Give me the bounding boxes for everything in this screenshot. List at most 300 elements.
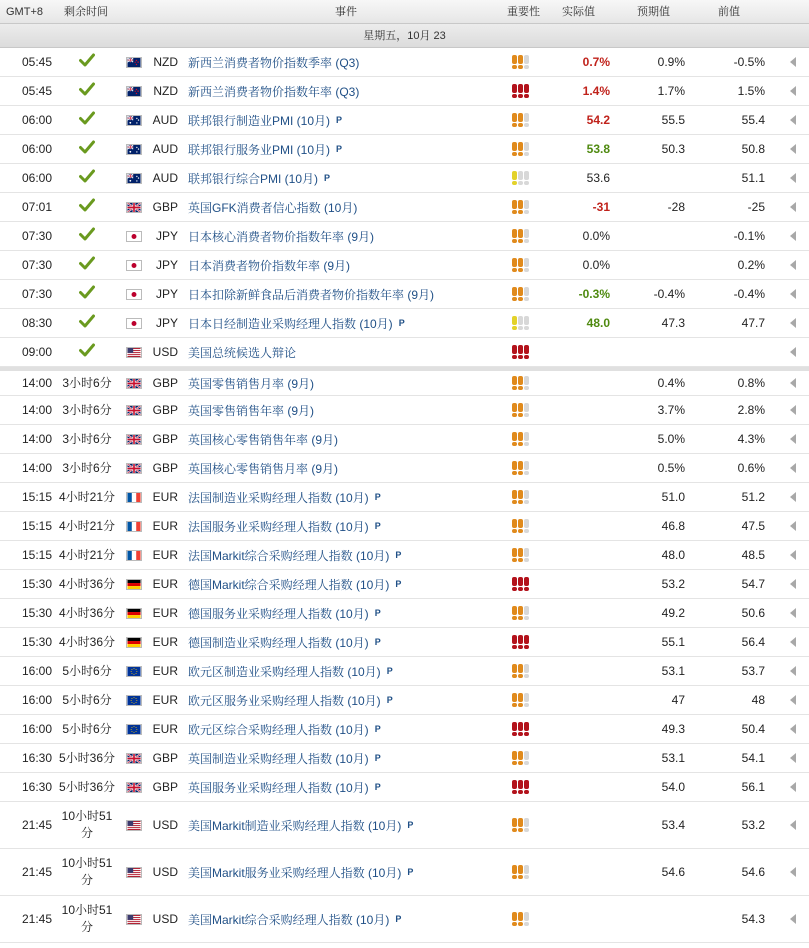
exclamation-icon: [512, 316, 517, 330]
actual-value: [540, 483, 610, 511]
table-row[interactable]: [0, 425, 809, 454]
exclamation-icon: [524, 200, 529, 214]
exclamation-icon: [524, 722, 529, 736]
event-name-link[interactable]: [188, 338, 506, 366]
importance-icon: [512, 142, 529, 156]
event-name-link[interactable]: [188, 280, 506, 308]
currency-code: NZD: [153, 84, 178, 98]
exclamation-icon: [518, 548, 523, 562]
importance-level-2: [512, 371, 534, 395]
expand-arrow-icon[interactable]: [788, 425, 798, 453]
importance-level-2: [512, 48, 534, 76]
event-title[interactable]: 英国制造业采购经理人指数 (10月): [188, 751, 369, 766]
expand-arrow-icon[interactable]: [788, 686, 798, 714]
check-icon: [79, 140, 95, 159]
exclamation-icon: [512, 664, 517, 678]
actual-value: [540, 686, 610, 714]
expand-arrow-icon[interactable]: [788, 849, 798, 895]
exclamation-icon: [518, 258, 523, 272]
remaining-time: 3小时6分: [62, 431, 112, 446]
currency-code: NZD: [153, 55, 178, 69]
event-title[interactable]: 英国服务业采购经理人指数 (10月): [188, 780, 369, 795]
table-row[interactable]: [0, 512, 809, 541]
table-row[interactable]: [0, 483, 809, 512]
event-name-link[interactable]: [188, 48, 506, 76]
table-row[interactable]: [0, 849, 809, 896]
event-title[interactable]: 联邦银行制造业PMI (10月): [188, 113, 331, 128]
expand-arrow-icon[interactable]: [788, 280, 798, 308]
event-title[interactable]: 法国制造业采购经理人指数 (10月): [188, 490, 369, 505]
event-title[interactable]: 英国核心零售销售年率 (9月): [188, 432, 339, 447]
flag-fr-icon: [126, 541, 142, 569]
event-name-link[interactable]: [188, 164, 506, 192]
importance-level-3: [512, 570, 534, 598]
previous-value: 1.5%: [737, 84, 765, 98]
event-name-link[interactable]: [188, 773, 506, 801]
forecast-value: 49.3: [661, 722, 685, 736]
triangle-left-icon: [790, 260, 796, 270]
previous-value: 53.2: [741, 818, 765, 832]
triangle-left-icon: [790, 492, 796, 502]
event-title[interactable]: 日本扣除新鲜食品后消费者物价指数年率 (9月): [188, 287, 435, 302]
event-name-link[interactable]: [188, 512, 506, 540]
exclamation-icon: [518, 403, 523, 417]
remaining-time: 5小时6分: [62, 663, 112, 678]
previous-value: 50.8: [741, 142, 765, 156]
event-title[interactable]: 新西兰消费者物价指数年率 (Q3): [188, 84, 360, 99]
forecast-value: [612, 896, 685, 942]
flag-gb-icon: [126, 744, 142, 772]
header-forecast: 预期值: [637, 6, 670, 18]
event-time: 15:15: [21, 519, 52, 533]
currency-code: GBP: [152, 403, 178, 417]
exclamation-icon: [518, 722, 523, 736]
expand-arrow-icon[interactable]: [788, 541, 798, 569]
currency-code: JPY: [155, 316, 178, 330]
event-title[interactable]: 美国总统候选人辩论: [188, 345, 297, 360]
event-name-link[interactable]: [188, 599, 506, 627]
currency-code: EUR: [152, 519, 178, 533]
triangle-left-icon: [790, 231, 796, 241]
forecast-value: 3.7%: [657, 403, 685, 417]
event-title[interactable]: 美国Markit制造业采购经理人指数 (10月): [188, 818, 402, 833]
event-name-link[interactable]: [188, 222, 506, 250]
expand-arrow-icon[interactable]: [788, 744, 798, 772]
flag-gb-icon: [126, 396, 142, 424]
preliminary-badge: P: [386, 666, 393, 676]
exclamation-icon: [524, 55, 529, 69]
actual-value: [540, 338, 610, 366]
actual-value: 53.6: [586, 171, 610, 185]
previous-value: 51.1: [741, 171, 765, 185]
expand-arrow-icon[interactable]: [788, 396, 798, 424]
remaining-time: 4小时36分: [58, 605, 116, 620]
actual-value: [540, 512, 610, 540]
actual-value: [540, 396, 610, 424]
event-time: 14:00: [21, 461, 52, 475]
triangle-left-icon: [790, 347, 796, 357]
preliminary-badge: P: [407, 820, 414, 830]
expand-arrow-icon[interactable]: [788, 570, 798, 598]
expand-arrow-icon[interactable]: [788, 48, 798, 76]
event-title[interactable]: 联邦银行综合PMI (10月): [188, 171, 319, 186]
importance-level-2: [512, 454, 534, 482]
actual-value: [540, 570, 610, 598]
event-time: 16:00: [21, 664, 52, 678]
currency-code: GBP: [152, 376, 178, 390]
event-time: 15:15: [21, 490, 52, 504]
remaining-time: 3小时6分: [62, 402, 112, 417]
event-name-link[interactable]: [188, 77, 506, 105]
forecast-value: [612, 164, 685, 192]
actual-value: 0.0%: [582, 258, 610, 272]
event-name-link[interactable]: [188, 106, 506, 134]
event-name-link[interactable]: [188, 135, 506, 163]
expand-arrow-icon[interactable]: [788, 193, 798, 221]
event-time: 15:30: [21, 577, 52, 591]
expand-arrow-icon[interactable]: [788, 657, 798, 685]
importance-icon: [512, 55, 529, 69]
table-row[interactable]: [0, 396, 809, 425]
event-name-link[interactable]: [188, 309, 506, 337]
triangle-left-icon: [790, 637, 796, 647]
currency-code: USD: [152, 818, 178, 832]
event-title[interactable]: 美国Markit综合采购经理人指数 (10月): [188, 912, 390, 927]
table-row[interactable]: [0, 599, 809, 628]
triangle-left-icon: [790, 579, 796, 589]
table-row[interactable]: [0, 309, 809, 338]
exclamation-icon: [518, 519, 523, 533]
expand-arrow-icon[interactable]: [788, 715, 798, 743]
importance-level-2: [512, 135, 534, 163]
table-row[interactable]: [0, 802, 809, 849]
currency-code: AUD: [152, 113, 178, 127]
table-row[interactable]: [0, 744, 809, 773]
actual-value: 0.7%: [582, 55, 610, 69]
preliminary-badge: P: [386, 695, 393, 705]
event-name-link[interactable]: [188, 896, 506, 942]
exclamation-icon: [524, 432, 529, 446]
exclamation-icon: [512, 432, 517, 446]
event-title[interactable]: 英国零售销售月率 (9月): [188, 376, 315, 391]
table-row[interactable]: [0, 628, 809, 657]
flag-us-icon: [126, 338, 142, 366]
table-row[interactable]: [0, 164, 809, 193]
event-title[interactable]: 联邦银行服务业PMI (10月): [188, 142, 331, 157]
exclamation-icon: [518, 142, 523, 156]
triangle-left-icon: [790, 867, 796, 877]
exclamation-icon: [512, 693, 517, 707]
event-title[interactable]: 法国Markit综合采购经理人指数 (10月): [188, 548, 390, 563]
forecast-value: -28: [667, 200, 685, 214]
currency-code: EUR: [152, 548, 178, 562]
importance-level-3: [512, 628, 534, 656]
event-title[interactable]: 日本日经制造业采购经理人指数 (10月): [188, 316, 393, 331]
event-title[interactable]: 英国GFK消费者信心指数 (10月): [188, 200, 358, 215]
table-row[interactable]: [0, 715, 809, 744]
forecast-value: 1.7%: [657, 84, 685, 98]
table-row[interactable]: [0, 541, 809, 570]
preliminary-badge: P: [374, 521, 381, 531]
expand-arrow-icon[interactable]: [788, 164, 798, 192]
preliminary-badge: P: [374, 782, 381, 792]
actual-value: 54.2: [586, 113, 610, 127]
actual-value: [540, 628, 610, 656]
event-title[interactable]: 新西兰消费者物价指数季率 (Q3): [188, 55, 360, 70]
preliminary-badge: P: [324, 173, 331, 183]
expand-arrow-icon[interactable]: [788, 773, 798, 801]
event-name-link[interactable]: [188, 396, 506, 424]
event-name-link[interactable]: [188, 541, 506, 569]
importance-level-2: [512, 251, 534, 279]
forecast-value: 53.4: [661, 818, 685, 832]
table-row[interactable]: [0, 454, 809, 483]
previous-value: 50.4: [741, 722, 765, 736]
exclamation-icon: [518, 200, 523, 214]
forecast-value: 5.0%: [657, 432, 685, 446]
forecast-value: 55.5: [661, 113, 685, 127]
exclamation-icon: [512, 200, 517, 214]
event-time: 05:45: [21, 55, 52, 69]
importance-icon: [512, 606, 529, 620]
actual-value: -0.3%: [578, 287, 610, 301]
importance-icon: [512, 403, 529, 417]
table-row[interactable]: [0, 193, 809, 222]
event-name-link[interactable]: [188, 483, 506, 511]
actual-value: [540, 599, 610, 627]
expand-arrow-icon[interactable]: [788, 106, 798, 134]
triangle-left-icon: [790, 521, 796, 531]
importance-icon: [512, 287, 529, 301]
flag-jp-icon: [126, 280, 142, 308]
previous-value: 54.6: [741, 865, 765, 879]
importance-level-1: [512, 164, 534, 192]
currency-code: EUR: [152, 577, 178, 591]
completed-cell: [56, 193, 118, 221]
event-list: [0, 48, 809, 943]
expand-arrow-icon[interactable]: [788, 222, 798, 250]
flag-de-icon: [126, 599, 142, 627]
expand-arrow-icon[interactable]: [788, 512, 798, 540]
completed-cell: [56, 309, 118, 337]
event-title[interactable]: 欧元区综合采购经理人指数 (10月): [188, 722, 369, 737]
previous-value: -0.4%: [733, 287, 765, 301]
event-title[interactable]: 日本消费者物价指数年率 (9月): [188, 258, 351, 273]
flag-au-icon: [126, 135, 142, 163]
preliminary-badge: P: [336, 144, 343, 154]
table-row[interactable]: [0, 135, 809, 164]
table-row[interactable]: [0, 222, 809, 251]
header-remaining: 剩余时间: [64, 6, 108, 18]
exclamation-icon: [518, 376, 523, 390]
currency-code: EUR: [152, 635, 178, 649]
remaining-time: 4小时21分: [58, 489, 116, 504]
importance-level-2: [512, 280, 534, 308]
expand-arrow-icon[interactable]: [788, 802, 798, 848]
event-title[interactable]: 德国制造业采购经理人指数 (10月): [188, 635, 369, 650]
event-name-link[interactable]: [188, 715, 506, 743]
remaining-time: 4小时21分: [58, 547, 116, 562]
exclamation-icon: [512, 113, 517, 127]
event-title[interactable]: 法国服务业采购经理人指数 (10月): [188, 519, 369, 534]
importance-icon: [512, 200, 529, 214]
event-title[interactable]: 美国Markit服务业采购经理人指数 (10月): [188, 865, 402, 880]
preliminary-badge: P: [395, 550, 402, 560]
event-name-link[interactable]: [188, 371, 506, 395]
flag-gb-icon: [126, 425, 142, 453]
table-row[interactable]: [0, 773, 809, 802]
triangle-left-icon: [790, 782, 796, 792]
event-name-link[interactable]: [188, 849, 506, 895]
date-group-label: 星期五，10月 23: [0, 24, 809, 48]
remaining-time: 4小时36分: [58, 576, 116, 591]
event-title[interactable]: 英国核心零售销售月率 (9月): [188, 461, 339, 476]
event-time: 16:30: [21, 751, 52, 765]
exclamation-icon: [524, 780, 529, 794]
event-name-link[interactable]: [188, 628, 506, 656]
event-time: 09:00: [21, 345, 52, 359]
exclamation-icon: [524, 403, 529, 417]
event-name-link[interactable]: [188, 657, 506, 685]
preliminary-badge: P: [407, 867, 414, 877]
triangle-left-icon: [790, 753, 796, 763]
expand-arrow-icon[interactable]: [788, 371, 798, 395]
event-name-link[interactable]: [188, 425, 506, 453]
exclamation-icon: [518, 818, 523, 832]
flag-eu-icon: [126, 686, 142, 714]
flag-jp-icon: [126, 309, 142, 337]
completed-cell: [56, 48, 118, 76]
expand-arrow-icon[interactable]: [788, 309, 798, 337]
exclamation-icon: [512, 548, 517, 562]
actual-value: [540, 541, 610, 569]
event-name-link[interactable]: [188, 251, 506, 279]
table-row[interactable]: [0, 280, 809, 309]
header-actual: 实际值: [562, 6, 595, 18]
importance-level-2: [512, 849, 534, 895]
exclamation-icon: [518, 287, 523, 301]
exclamation-icon: [512, 403, 517, 417]
importance-level-2: [512, 425, 534, 453]
table-row[interactable]: [0, 686, 809, 715]
importance-icon: [512, 818, 529, 832]
preliminary-badge: P: [374, 753, 381, 763]
event-time: 07:30: [21, 258, 52, 272]
expand-arrow-icon[interactable]: [788, 454, 798, 482]
actual-value: [540, 773, 610, 801]
previous-value: 48: [751, 693, 765, 707]
table-row[interactable]: [0, 48, 809, 77]
exclamation-icon: [518, 780, 523, 794]
importance-icon: [512, 722, 529, 736]
exclamation-icon: [524, 171, 529, 185]
event-name-link[interactable]: [188, 686, 506, 714]
check-icon: [79, 82, 95, 101]
importance-icon: [512, 751, 529, 765]
actual-value: [540, 896, 610, 942]
forecast-value: 55.1: [661, 635, 685, 649]
expand-arrow-icon[interactable]: [788, 896, 798, 942]
triangle-left-icon: [790, 820, 796, 830]
header-timezone[interactable]: GMT+8: [6, 6, 43, 18]
table-row[interactable]: [0, 251, 809, 280]
table-row[interactable]: [0, 338, 809, 367]
forecast-value: [612, 338, 685, 366]
expand-arrow-icon[interactable]: [788, 77, 798, 105]
event-title[interactable]: 德国Markit综合采购经理人指数 (10月): [188, 577, 390, 592]
previous-value: 50.6: [741, 606, 765, 620]
table-row[interactable]: [0, 896, 809, 943]
table-row[interactable]: [0, 570, 809, 599]
flag-nz-icon: [126, 77, 142, 105]
check-icon: [79, 169, 95, 188]
flag-au-icon: [126, 106, 142, 134]
importance-level-2: [512, 896, 534, 942]
expand-arrow-icon[interactable]: [788, 628, 798, 656]
expand-arrow-icon[interactable]: [788, 135, 798, 163]
event-title[interactable]: 德国服务业采购经理人指数 (10月): [188, 606, 369, 621]
triangle-left-icon: [790, 666, 796, 676]
currency-code: AUD: [152, 142, 178, 156]
table-row[interactable]: [0, 367, 809, 396]
event-title[interactable]: 欧元区制造业采购经理人指数 (10月): [188, 664, 381, 679]
event-name-link[interactable]: [188, 570, 506, 598]
exclamation-icon: [512, 229, 517, 243]
expand-arrow-icon[interactable]: [788, 483, 798, 511]
flag-jp-icon: [126, 251, 142, 279]
check-icon: [79, 111, 95, 130]
expand-arrow-icon[interactable]: [788, 251, 798, 279]
check-icon: [79, 198, 95, 217]
exclamation-icon: [512, 577, 517, 591]
event-title[interactable]: 日本核心消费者物价指数年率 (9月): [188, 229, 375, 244]
triangle-left-icon: [790, 86, 796, 96]
event-title[interactable]: 欧元区服务业采购经理人指数 (10月): [188, 693, 381, 708]
importance-icon: [512, 490, 529, 504]
event-name-link[interactable]: [188, 802, 506, 848]
event-name-link[interactable]: [188, 454, 506, 482]
table-row[interactable]: [0, 77, 809, 106]
exclamation-icon: [524, 490, 529, 504]
preliminary-badge: P: [395, 914, 402, 924]
exclamation-icon: [518, 635, 523, 649]
exclamation-icon: [512, 142, 517, 156]
expand-arrow-icon[interactable]: [788, 599, 798, 627]
exclamation-icon: [524, 287, 529, 301]
table-row[interactable]: [0, 106, 809, 135]
previous-value: -0.1%: [733, 229, 765, 243]
previous-value: 2.8%: [737, 403, 765, 417]
event-title[interactable]: 英国零售销售年率 (9月): [188, 403, 315, 418]
previous-value: 0.6%: [737, 461, 765, 475]
table-row[interactable]: [0, 657, 809, 686]
forecast-value: 48.0: [661, 548, 685, 562]
exclamation-icon: [512, 722, 517, 736]
importance-icon: [512, 912, 529, 926]
preliminary-badge: P: [374, 637, 381, 647]
preliminary-badge: P: [374, 608, 381, 618]
expand-arrow-icon[interactable]: [788, 338, 798, 366]
event-name-link[interactable]: [188, 744, 506, 772]
importance-level-2: [512, 744, 534, 772]
preliminary-badge: P: [398, 318, 405, 328]
importance-level-2: [512, 193, 534, 221]
currency-code: JPY: [155, 287, 178, 301]
importance-icon: [512, 84, 529, 98]
exclamation-icon: [518, 664, 523, 678]
completed-cell: [56, 164, 118, 192]
event-name-link[interactable]: [188, 193, 506, 221]
